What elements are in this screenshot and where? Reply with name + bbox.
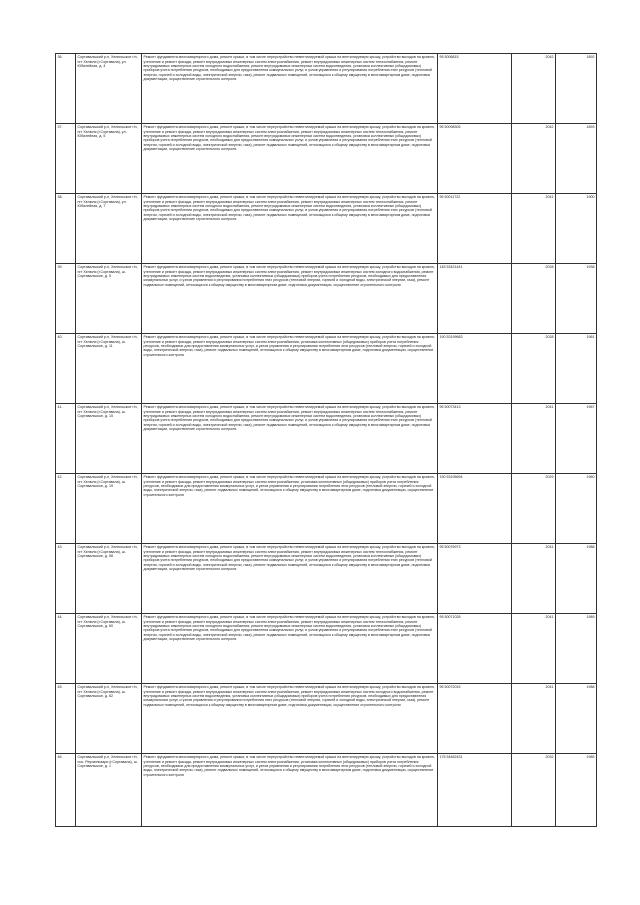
row-work-description: Ремонт фундамента многоквартирного дома, ремонт крыши, в том числе переустройство невентилируемой крыши на вентилируемую крышу, устройство выходов на кровлю, утепление и ремонт фасада, ремонт внутридомовых инженерных систем электроснабжения, ремонт внутридомовых инженерных систем теплоснабжения, ремонт внутридомовых инженерных систем холодного водоснабжения, ремонт внутридомовых инженерных систем водоотведения, установка коллективных (общедомовых) приборов учета потребления ресурсов, необходимых для предоставления коммунальных услуг, и узлов управления и регулирования потребления этих ресурсов (тепловой энергии, горячей и холодной воды, электрической энергии, газа), ремонт подвальных помещений, относящихся к общему имуществу в многоквартирном доме, подготовка документации, осуществление строительного контроля: [142, 124, 438, 194]
row-cost: 95 50072015: [438, 684, 512, 754]
row-address: Сортавальский р-н, Хелюльское г/п, пгт Хелюля (г.Сортавала), ул. Юбилейная, д. 4: [76, 54, 142, 124]
row-planned-year: 2029: [512, 474, 556, 544]
row-cost: 95 50071028: [438, 614, 512, 684]
row-cost: 145 53421441: [438, 264, 512, 334]
row-build-year: 1961: [556, 334, 597, 404]
row-address: Сортавальский р-н, Хелюльское г/п, пгт Хелюля (г.Сортавала), ш. Сортавальское, д. 19: [76, 474, 142, 544]
row-work-description: Ремонт фундамента многоквартирного дома, ремонт крыши, в том числе переустройство невентилируемой крыши на вентилируемую крышу, устройство выходов на кровлю, утепление и ремонт фасада, ремонт внутридомовых инженерных систем электроснабжения, ремонт внутридомовых инженерных систем теплоснабжения, ремонт внутридомовых инженерных систем холодного водоснабжения, ремонт внутридомовых инженерных систем водоотведения, установка коллективных (общедомовых) приборов учета потребления ресурсов, необходимых для предоставления коммунальных услуг, и узлов управления и регулирования потребления этих ресурсов (тепловой энергии, горячей и холодной воды, электрической энергии, газа), ремонт подвальных помещений, относящихся к общему имуществу в многоквартирном доме, подготовка документации, осуществление строительного контроля: [142, 614, 438, 684]
row-number: 46.: [56, 754, 76, 827]
row-build-year: 1960: [556, 474, 597, 544]
row-number: 44.: [56, 614, 76, 684]
table-body: [56, 54, 597, 827]
table-row: [56, 474, 597, 544]
row-address: Сортавальский р-н, Хелюльское г/п, пгт Хелюля (г.Сортавала), ш. Сортавальское, д. 62: [76, 684, 142, 754]
row-work-description: Ремонт фундамента многоквартирного дома, ремонт крыши, в том числе переустройство невентилируемой крыши на вентилируемую крышу, устройство выходов на кровлю, утепление и ремонт фасада, ремонт внутридомовых инженерных систем электроснабжения, ремонт внутридомовых инженерных систем теплоснабжения, ремонт внутридомовых инженерных систем холодного водоснабжения, ремонт внутридомовых инженерных систем водоотведения, установка коллективных (общедомовых) приборов учета потребления ресурсов, необходимых для предоставления коммунальных услуг, и узлов управления и регулирования потребления этих ресурсов (тепловой энергии, горячей и холодной воды, электрической энергии, газа), ремонт подвальных помещений, относящихся к общему имуществу в многоквартирном доме, подготовка документации, осуществление строительного контроля: [142, 54, 438, 124]
row-number: 37.: [56, 124, 76, 194]
row-cost: 95 5006815: [438, 54, 512, 124]
row-number: 40.: [56, 334, 76, 404]
row-number: 43.: [56, 544, 76, 614]
row-work-description: Ремонт фундамента многоквартирного дома, ремонт крыши, в том числе переустройство невентилируемой крыши на вентилируемую крышу, устройство выходов на кровлю, утепление и ремонт фасада, ремонт внутридомовых инженерных систем электроснабжения, установка коллективных (общедомовых) приборов учета потребления ресурсов, необходимых для предоставления коммунальных услуг, и узлов управления и регулирования потребления этих ресурсов (тепловой энергии, горячей и холодной воды, электрической энергии, газа), ремонт подвальных помещений, относящихся к общему имуществу в многоквартирном доме, подготовка документации, осуществление строительного контроля: [142, 754, 438, 827]
row-address: Сортавальский р-н, Хелюльское г/п, пгт Хелюля (г.Сортавала), ул. Юбилейная, д. 7: [76, 194, 142, 264]
row-build-year: 1985: [556, 754, 597, 827]
row-number: 36.: [56, 54, 76, 124]
row-build-year: 1892: [556, 54, 597, 124]
row-number: 38.: [56, 194, 76, 264]
row-planned-year: 2042: [512, 54, 556, 124]
row-number: 39.: [56, 264, 76, 334]
row-work-description: Ремонт фундамента многоквартирного дома, ремонт крыши, в том числе переустройство невентилируемой крыши на вентилируемую крышу, устройство выходов на кровлю, утепление и ремонт фасада, ремонт внутридомовых инженерных систем электроснабжения, ремонт внутридомовых инженерных систем теплоснабжения, ремонт внутридомовых инженерных систем холодного водоснабжения, ремонт внутридомовых инженерных систем водоотведения, установка коллективных (общедомовых) приборов учета потребления ресурсов, необходимых для предоставления коммунальных услуг, и узлов управления и регулирования потребления этих ресурсов (тепловой энергии, горячей и холодной воды, электрической энергии, газа), ремонт подвальных помещений, относящихся к общему имуществу в многоквартирном доме, подготовка документации, осуществление строительного контроля: [142, 544, 438, 614]
table-row: [56, 544, 597, 614]
row-work-description: Ремонт фундамента многоквартирного дома, ремонт крыши, в том числе переустройство невентилируемой крыши на вентилируемую крышу, устройство выходов на кровлю, утепление и ремонт фасада, ремонт внутридомовых инженерных систем электроснабжения, ремонт внутридомовых инженерных систем холодного водоснабжения, ремонт внутридомовых инженерных систем водоотведения, установка коллективных (общедомовых) приборов учета потребления ресурсов, необходимых для предоставления коммунальных услуг, и узлов управления и регулирования потребления этих ресурсов (тепловой энергии, горячей и холодной воды, электрической энергии, газа), ремонт подвальных помещений, относящихся к общему имуществу в многоквартирном доме, подготовка документации, осуществление строительного контроля: [142, 264, 438, 334]
row-planned-year: 2041: [512, 684, 556, 754]
row-build-year: 1988: [556, 684, 597, 754]
table-row: [56, 54, 597, 124]
row-planned-year: 2028: [512, 334, 556, 404]
table-row: [56, 334, 597, 404]
row-address: Сортавальский р-н, Хелюльское г/п, пгт Хелюля (г.Сортавала), ш. Сортавальское, д. 60: [76, 614, 142, 684]
table-row: [56, 614, 597, 684]
row-planned-year: 2042: [512, 124, 556, 194]
table-row: [56, 404, 597, 474]
row-work-description: Ремонт фундамента многоквартирного дома, ремонт крыши, в том числе переустройство невентилируемой крыши на вентилируемую крышу, устройство выходов на кровлю, утепление и ремонт фасада, ремонт внутридомовых инженерных систем электроснабжения, ремонт внутридомовых инженерных систем теплоснабжения, ремонт внутридомовых инженерных систем холодного водоснабжения, ремонт внутридомовых инженерных систем водоотведения, установка коллективных (общедомовых) приборов учета потребления ресурсов, необходимых для предоставления коммунальных услуг, и узлов управления и регулирования потребления этих ресурсов (тепловой энергии, горячей и холодной воды, электрической энергии, газа), ремонт подвальных помещений, относящихся к общему имуществу в многоквартирном доме, подготовка документации, осуществление строительного контроля: [142, 194, 438, 264]
row-number: 42.: [56, 474, 76, 544]
row-work-description: Ремонт фундамента многоквартирного дома, ремонт крыши, в том числе переустройство невентилируемой крыши на вентилируемую крышу, устройство выходов на кровлю, утепление и ремонт фасада, ремонт внутридомовых инженерных систем электроснабжения, установка коллективных (общедомовых) приборов учета потребления ресурсов, необходимых для предоставления коммунальных услуг, и узлов управления и регулирования потребления этих ресурсов (тепловой энергии, горячей и холодной воды, электрической энергии, газа), ремонт подвальных помещений, относящихся к общему имуществу в многоквартирном доме, подготовка документации, осуществление строительного контроля: [142, 334, 438, 404]
row-planned-year: 2032: [512, 754, 556, 827]
capital-repair-table: [55, 53, 597, 827]
row-planned-year: 2028: [512, 264, 556, 334]
table-row: [56, 264, 597, 334]
row-planned-year: 2041: [512, 404, 556, 474]
row-build-year: 1989: [556, 614, 597, 684]
row-cost: 95 50011722: [438, 194, 512, 264]
row-work-description: Ремонт фундамента многоквартирного дома, ремонт крыши, в том числе переустройство невентилируемой крыши на вентилируемую крышу, устройство выходов на кровлю, утепление и ремонт фасада, ремонт внутридомовых инженерных систем электроснабжения, ремонт внутридомовых инженерных систем теплоснабжения, ремонт внутридомовых инженерных систем холодного водоснабжения, ремонт внутридомовых инженерных систем водоотведения, установка коллективных (общедомовых) приборов учета потребления ресурсов, необходимых для предоставления коммунальных услуг, и узлов управления и регулирования потребления этих ресурсов (тепловой энергии, горячей и холодной воды, электрической энергии, газа), ремонт подвальных помещений, относящихся к общему имуществу в многоквартирном доме, подготовка документации, осуществление строительного контроля: [142, 404, 438, 474]
table-row: [56, 124, 597, 194]
table-row: [56, 194, 597, 264]
row-cost: 190 53199683: [438, 334, 512, 404]
row-address: Сортавальский р-н, Хелюльское г/п, пгт Хелюля (г.Сортавала), ш. Сортавальское, д. 11: [76, 334, 142, 404]
row-work-description: Ремонт фундамента многоквартирного дома, ремонт крыши, в том числе переустройство невентилируемой крыши на вентилируемую крышу, устройство выходов на кровлю, утепление и ремонт фасада, ремонт внутридомовых инженерных систем электроснабжения, ремонт внутридомовых инженерных систем холодного водоснабжения, ремонт внутридомовых инженерных систем водоотведения, установка коллективных (общедомовых) приборов учета потребления ресурсов, необходимых для предоставления коммунальных услуг, и узлов управления и регулирования потребления этих ресурсов (тепловой энергии, горячей и холодной воды, электрической энергии, газа), ремонт подвальных помещений, относящихся к общему имуществу в многоквартирном доме, подготовка документации, осуществление строительного контроля: [142, 684, 438, 754]
row-build-year: 1893: [556, 124, 597, 194]
row-build-year: 1967: [556, 404, 597, 474]
row-address: Сортавальский р-н, Хелюльское г/п, пгт Хелюля (г.Сортавала), ш. Сортавальское, д. 15: [76, 404, 142, 474]
row-planned-year: 2041: [512, 614, 556, 684]
row-number: 41.: [56, 404, 76, 474]
table-row: [56, 684, 597, 754]
row-address: Сортавальский р-н, Хелюльское г/п, пгт Хелюля (г.Сортавала), ш. Сортавальское, д. 5: [76, 264, 142, 334]
row-work-description: Ремонт фундамента многоквартирного дома, ремонт крыши, в том числе переустройство невентилируемой крыши на вентилируемую крышу, устройство выходов на кровлю, утепление и ремонт фасада, ремонт внутридомовых инженерных систем электроснабжения, установка коллективных (общедомовых) приборов учета потребления ресурсов, необходимых для предоставления коммунальных услуг, и узлов управления и регулирования потребления этих ресурсов (тепловой энергии, горячей и холодной воды, электрической энергии, газа), ремонт подвальных помещений, относящихся к общему имуществу в многоквартирном доме, подготовка документации, осуществление строительного контроля: [142, 474, 438, 544]
row-cost: 175 54462431: [438, 754, 512, 827]
row-address: Сортавальский р-н, Хелюльское г/п, пгт Хелюля (г.Сортавала), ш. Сортавальское, д. 58: [76, 544, 142, 614]
row-address: Сортавальский р-н, Хелюльское г/п, пос. Реускинсаари (г.Сортавала), ш. Сортавальское, д. 1: [76, 754, 142, 827]
row-cost: 190 53195694: [438, 474, 512, 544]
row-planned-year: 2041: [512, 544, 556, 614]
row-build-year: 1938: [556, 264, 597, 334]
row-cost: 95 50098305: [438, 124, 512, 194]
row-build-year: 1900: [556, 194, 597, 264]
table-row: [56, 754, 597, 827]
row-build-year: 1988: [556, 544, 597, 614]
row-number: 45.: [56, 684, 76, 754]
row-address: Сортавальский р-н, Хелюльское г/п, пгт Хелюля (г.Сортавала), ул. Юбилейная, д. 5: [76, 124, 142, 194]
row-cost: 95 50076973: [438, 544, 512, 614]
row-cost: 95 50073413: [438, 404, 512, 474]
row-planned-year: 2041: [512, 194, 556, 264]
